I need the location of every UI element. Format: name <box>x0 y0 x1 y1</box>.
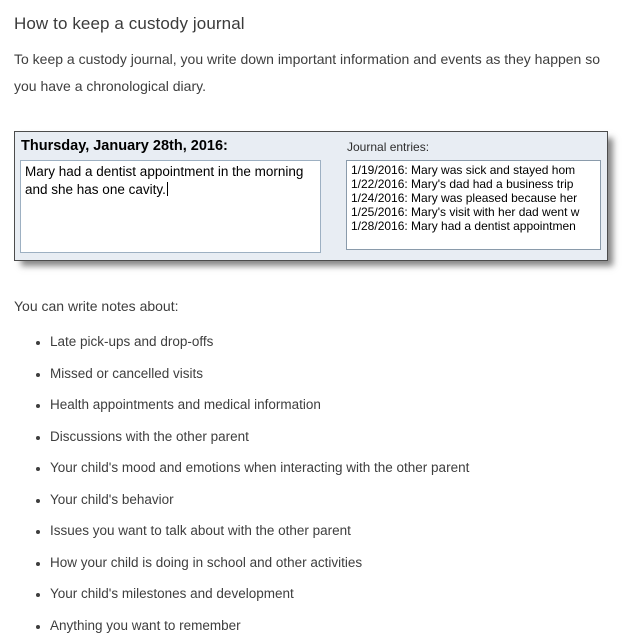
notes-list-item: • Issues you want to talk about with the other parent <box>50 523 611 538</box>
journal-entry-row[interactable]: 1/24/2016: Mary was pleased because her <box>351 191 578 205</box>
text-caret <box>167 182 168 196</box>
journal-entry-row[interactable]: 1/28/2016: Mary had a dentist appointmen <box>351 219 576 233</box>
notes-list <box>14 334 611 633</box>
notes-intro: You can write notes about: <box>14 298 179 314</box>
notes-list-item: • Your child's behavior <box>50 492 611 507</box>
journal-entry-textarea[interactable] <box>20 160 321 253</box>
notes-list-item: • Your child's milestones and development <box>50 586 611 601</box>
page-title: How to keep a custody journal <box>14 14 245 33</box>
intro-paragraph: To keep a custody journal, you write down important information and events as they happen so you have a chronological diary. <box>14 51 601 94</box>
notes-list-item: • Late pick-ups and drop-offs <box>50 334 611 349</box>
notes-list-item: • Anything you want to remember <box>50 618 611 633</box>
notes-list-item: • Health appointments and medical information <box>50 397 611 412</box>
journal-entries-label: Journal entries: <box>347 140 430 154</box>
journal-entry-text: Mary had a dentist appointment in the morning and she has one cavity. <box>25 164 304 197</box>
journal-widget <box>14 131 608 261</box>
journal-entry-row[interactable]: 1/22/2016: Mary's dad had a business trip <box>351 177 574 191</box>
notes-list-item: • Discussions with the other parent <box>50 429 611 444</box>
journal-entries-listbox[interactable] <box>346 160 601 250</box>
notes-list-item: • How your child is doing in school and other activities <box>50 555 611 570</box>
journal-entry-row[interactable]: 1/19/2016: Mary was sick and stayed hom <box>351 163 576 177</box>
journal-entry-row[interactable]: 1/25/2016: Mary's visit with her dad went w <box>351 205 580 219</box>
journal-date-header: Thursday, January 28th, 2016: <box>21 138 228 154</box>
notes-list-item: • Your child's mood and emotions when interacting with the other parent <box>50 460 611 475</box>
notes-list-item: • Missed or cancelled visits <box>50 366 611 381</box>
